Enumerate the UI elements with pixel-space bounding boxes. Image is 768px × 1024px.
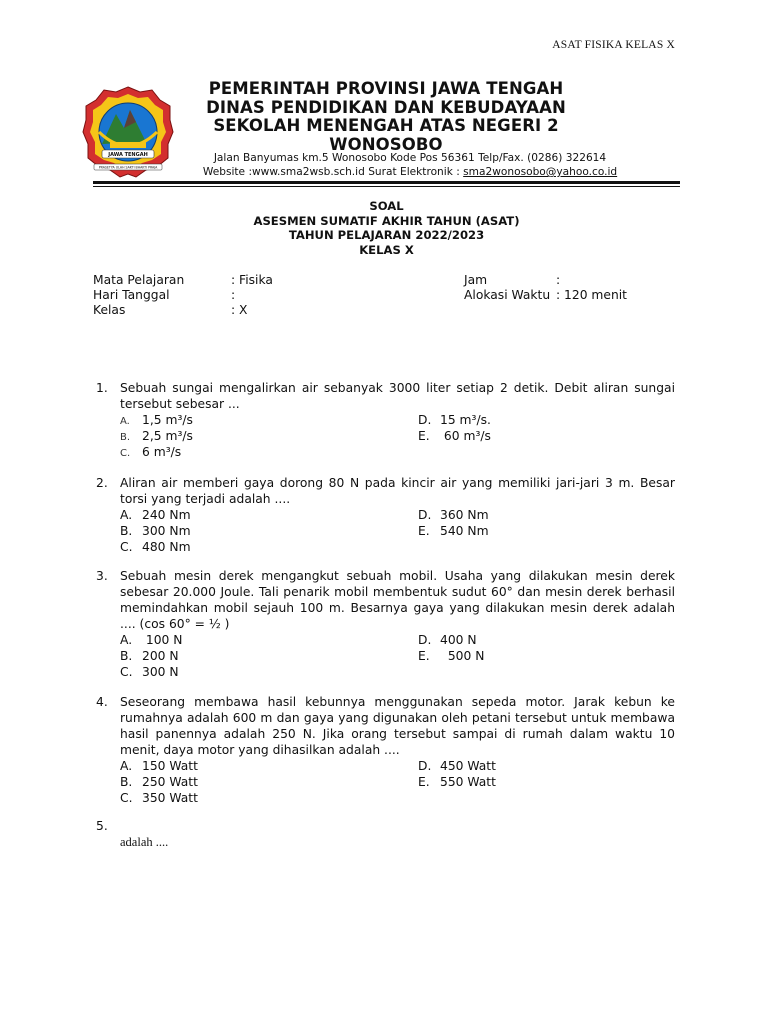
option-text: 1,5 m³/s (142, 413, 193, 427)
option-b (120, 648, 179, 664)
institution-letterhead (180, 80, 592, 154)
info-label-subject: Mata Pelajaran (93, 273, 185, 287)
question-number: 2. (96, 476, 108, 490)
option-c (120, 664, 179, 680)
option-d (418, 412, 491, 428)
logo-ribbon-text: JAWA TENGAH (108, 152, 148, 158)
letterhead-line-1: PEMERINTAH PROVINSI JAWA TENGAH (208, 79, 564, 98)
option-label: D. (418, 413, 432, 427)
option-label: C. (120, 448, 131, 459)
info-label-time: Jam (464, 273, 488, 287)
info-value-time: : (556, 273, 561, 287)
option-label: E. (418, 524, 430, 538)
letterhead-line-3: SEKOLAH MENENGAH ATAS NEGERI 2 (213, 116, 559, 135)
option-e (418, 428, 491, 444)
option-b (120, 523, 191, 539)
option-e (418, 774, 496, 790)
option-text: 60 m³/s (440, 429, 491, 443)
answer-options (120, 758, 675, 806)
option-c (120, 539, 191, 555)
province-logo (80, 84, 176, 180)
info-label-duration: Alokasi Waktu (464, 288, 551, 302)
letterhead-line-2: DINAS PENDIDIKAN DAN KEBUDAYAAN (206, 97, 566, 117)
option-label: A. (120, 633, 133, 647)
question-stem: Sebuah mesin derek mengangkut sebuah mobil. Usaha yang dilakukan mesin derek sebesar 20.000 Joule. Tali penarik mobil membentuk sudut 60° dan mesin derek berhasil memindahkan mobil sejauh 100 m. Besarnya gaya yang dilakukan mesin derek adalah .... (cos 60° = ½ ) (120, 569, 675, 631)
option-text: 300 Nm (142, 524, 191, 538)
logo-motto-text: PRASETYA ULAH SAKTI BHAKTI PRAJA (98, 165, 158, 170)
option-text: 400 N (440, 633, 477, 647)
option-e (418, 523, 489, 539)
option-label: E. (418, 775, 430, 789)
option-label: A. (120, 759, 133, 773)
info-label-day: Hari Tanggal (93, 288, 170, 302)
question-2 (93, 475, 675, 555)
option-a (120, 507, 191, 523)
exam-title (93, 199, 680, 257)
option-label: E. (418, 429, 430, 443)
question-stem: Seseorang membawa hasil kebunnya menggunakan sepeda motor. Jarak kebun ke rumahnya adalah 600 m dan gaya yang digunakan oleh petani tersebut untuk membawa hasil panennya adalah 250 N. Jika orang tersebut sampai di rumah dalam waktu 10 menit, daya motor yang dihasilkan adalah .... (120, 695, 675, 757)
option-label: B. (120, 775, 133, 789)
info-value-day: : (231, 288, 236, 302)
option-text: 450 Watt (440, 759, 496, 773)
option-b (120, 774, 198, 790)
option-e (418, 648, 484, 664)
option-text: 480 Nm (142, 540, 191, 554)
document-header-code: ASAT FISIKA KELAS X (552, 39, 675, 51)
question-stem: Sebuah sungai mengalirkan air sebanyak 3000 liter setiap 2 detik. Debit aliran sungai tersebut sebesar ... (120, 381, 675, 411)
question-number: 1. (96, 381, 108, 395)
option-label: C. (120, 540, 133, 554)
option-a (120, 632, 183, 648)
question-stem: adalah .... (120, 835, 169, 849)
question-number: 3. (96, 569, 108, 583)
question-1 (93, 380, 675, 460)
option-text: 360 Nm (440, 508, 489, 522)
email-link[interactable]: sma2wonosobo@yahoo.co.id (463, 166, 618, 178)
option-label: A. (120, 508, 133, 522)
option-a (120, 758, 198, 774)
option-label: C. (120, 665, 133, 679)
website-text: Website :www.sma2wsb.sch.id Surat Elektronik : (202, 166, 464, 178)
option-text: 200 N (142, 649, 179, 663)
option-text: 15 m³/s. (440, 413, 491, 427)
option-d (418, 507, 489, 523)
option-text: 240 Nm (142, 508, 191, 522)
website-line (180, 165, 640, 179)
address-line: Jalan Banyumas km.5 Wonosobo Kode Pos 56361 Telp/Fax. (0286) 322614 (213, 152, 607, 164)
school-address (180, 151, 640, 179)
option-d (418, 632, 477, 648)
option-text: 2,5 m³/s (142, 429, 193, 443)
option-text: 150 Watt (142, 759, 198, 773)
option-text: 250 Watt (142, 775, 198, 789)
option-label: E. (418, 649, 430, 663)
option-text: 6 m³/s (142, 445, 182, 459)
option-text: 540 Nm (440, 524, 489, 538)
exam-title-line-3: TAHUN PELAJARAN 2022/2023 (288, 228, 485, 242)
option-text: 100 N (142, 633, 183, 647)
info-label-class: Kelas (93, 303, 126, 317)
option-c (120, 790, 198, 806)
option-label: D. (418, 633, 432, 647)
answer-options (120, 632, 675, 680)
header-divider-thin (93, 186, 680, 187)
option-c (120, 444, 181, 462)
question-4 (93, 694, 675, 806)
exam-title-line-2: ASESMEN SUMATIF AKHIR TAHUN (ASAT) (253, 213, 520, 228)
exam-title-line-4: KELAS X (359, 242, 414, 257)
question-number: 5. (96, 819, 108, 833)
option-label: A. (120, 416, 130, 427)
info-value-subject: : Fisika (231, 273, 273, 287)
exam-title-line-1: SOAL (369, 199, 404, 213)
question-stem: Aliran air memberi gaya dorong 80 N pada kincir air yang memiliki jari-jari 3 m. Besar torsi yang terjadi adalah .... (120, 476, 675, 506)
option-text: 550 Watt (440, 775, 496, 789)
option-label: B. (120, 432, 131, 443)
info-value-duration: : 120 menit (556, 288, 628, 302)
question-5 (93, 818, 675, 850)
option-label: B. (120, 524, 133, 538)
option-text: 500 N (440, 649, 485, 663)
question-number: 4. (96, 695, 108, 709)
option-label: C. (120, 791, 133, 805)
info-value-class: : X (231, 303, 248, 317)
option-label: D. (418, 508, 432, 522)
option-label: B. (120, 649, 133, 663)
letterhead-line-4: WONOSOBO (329, 134, 443, 154)
question-3 (93, 568, 675, 680)
option-text: 350 Watt (142, 791, 198, 805)
answer-options (120, 507, 675, 555)
answer-options (120, 412, 675, 460)
option-d (418, 758, 496, 774)
option-text: 300 N (142, 665, 179, 679)
header-divider-thick (93, 181, 680, 184)
option-label: D. (418, 759, 432, 773)
